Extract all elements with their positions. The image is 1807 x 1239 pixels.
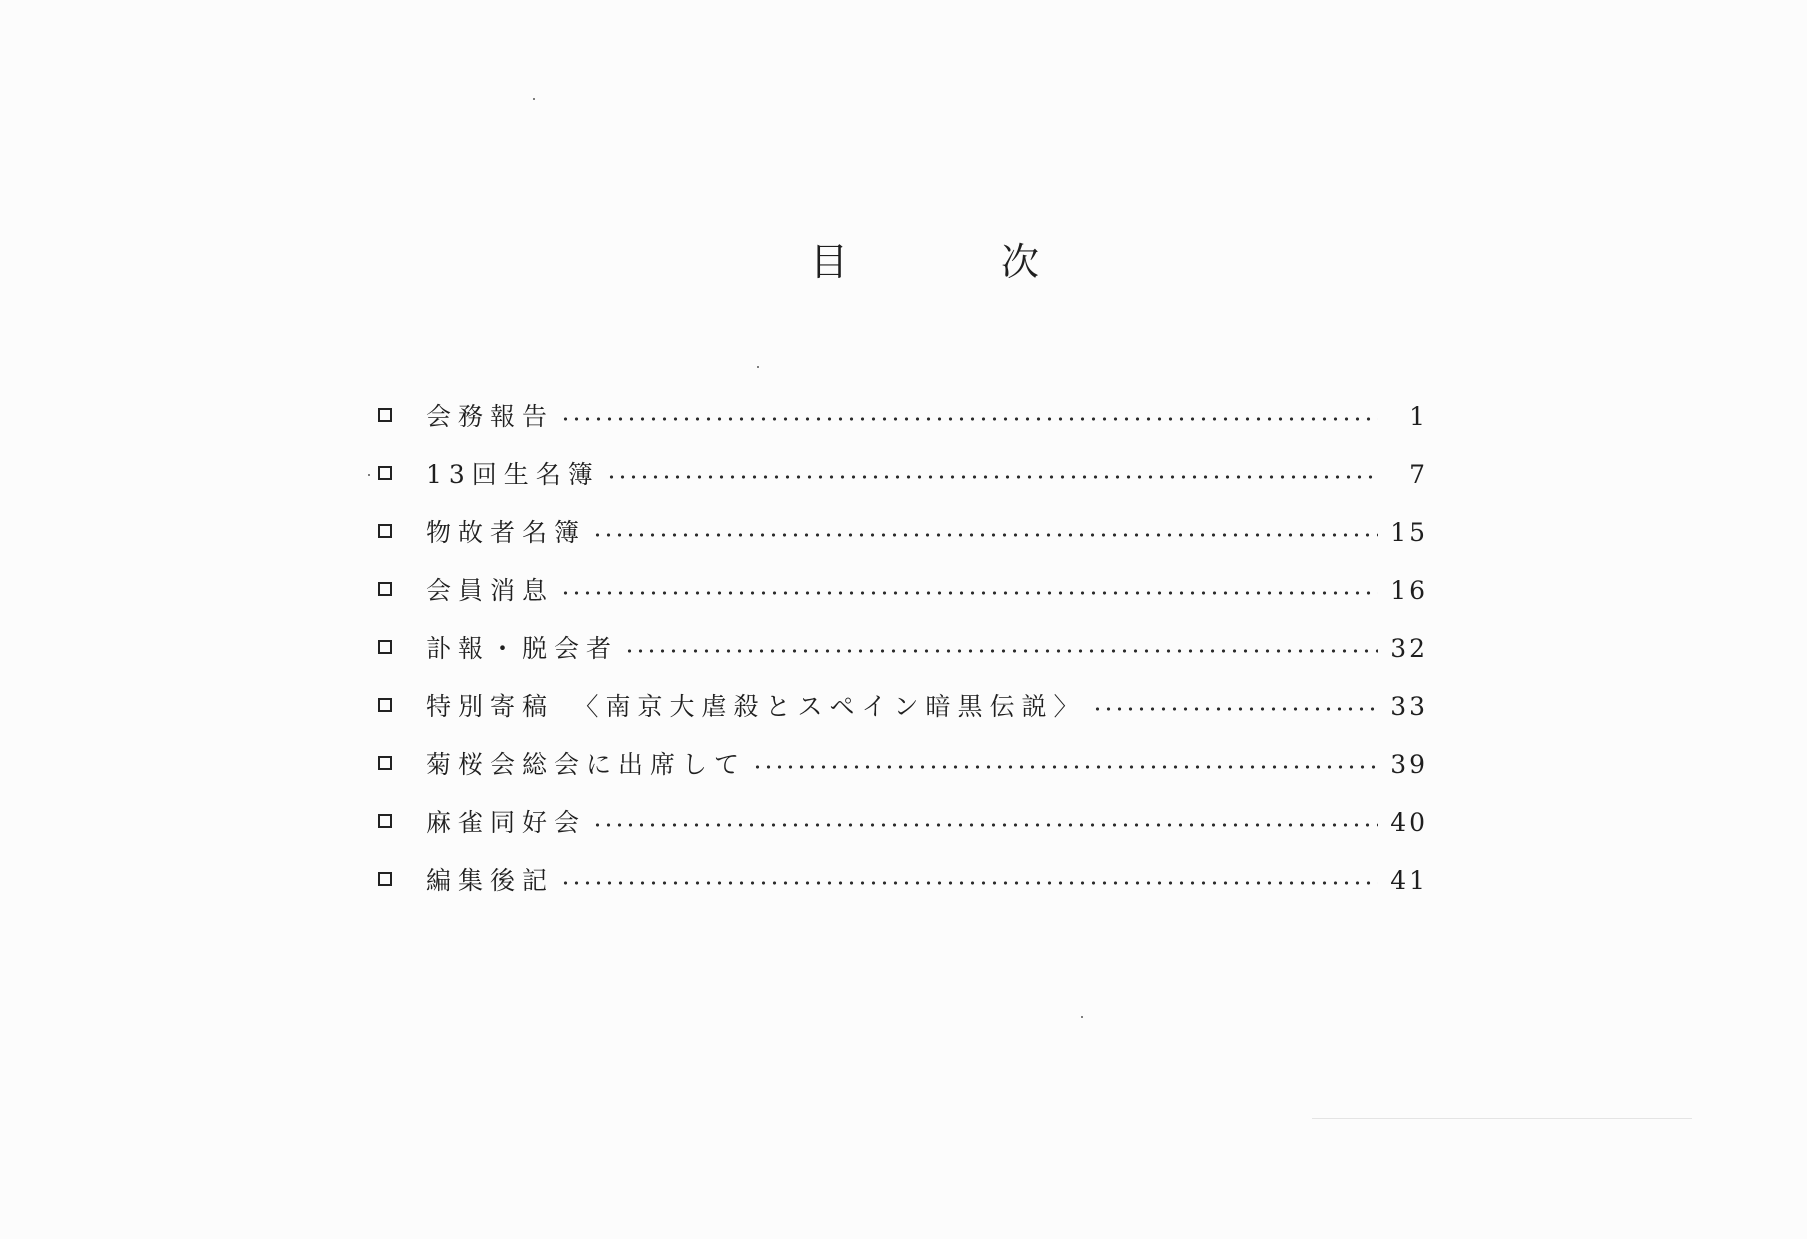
- checkbox-icon: [378, 466, 392, 480]
- toc-entry-page: 15: [1390, 518, 1428, 547]
- checkbox-icon: [378, 814, 392, 828]
- checkbox-icon: [378, 582, 392, 596]
- page-title: [0, 232, 1807, 292]
- toc-entry-page: 32: [1390, 634, 1428, 663]
- title-char-1: 目: [810, 240, 849, 284]
- dot-leader: [560, 881, 1378, 885]
- toc-entry-label: 物故者名簿: [426, 518, 587, 547]
- toc-entry-label: 会員消息: [426, 576, 555, 605]
- scan-speck: [368, 474, 370, 476]
- scan-speck: [533, 98, 535, 100]
- toc-entry: [378, 562, 1428, 620]
- toc-entry: [378, 620, 1428, 678]
- scan-speck: [1081, 1016, 1083, 1018]
- title-char-2: 次: [1001, 240, 1040, 284]
- dot-leader: [606, 475, 1378, 479]
- toc-entry-label: 訃報・脱会者: [426, 634, 619, 663]
- toc-entry: [378, 388, 1428, 446]
- dot-leader: [752, 765, 1378, 769]
- toc-entry-page: 7: [1409, 460, 1428, 489]
- toc-entry: [378, 504, 1428, 562]
- toc-entry: [378, 446, 1428, 504]
- checkbox-icon: [378, 524, 392, 538]
- scan-artifact-line: [1312, 1118, 1692, 1119]
- checkbox-icon: [378, 408, 392, 422]
- toc-entry-page: 40: [1390, 808, 1428, 837]
- toc-entry-label: 会務報告: [426, 402, 555, 431]
- scan-speck: [757, 366, 759, 368]
- dot-leader: [592, 533, 1378, 537]
- toc-entry-page: 33: [1390, 692, 1428, 721]
- checkbox-icon: [378, 640, 392, 654]
- toc-entry-label: 13回生名簿: [426, 460, 600, 489]
- toc-entry: [378, 678, 1428, 736]
- toc-entry-label: 菊桜会総会に出席して: [426, 750, 747, 779]
- dot-leader: [624, 649, 1378, 653]
- toc-entry: [378, 794, 1428, 852]
- toc-entry-label: 特別寄稿 〈南京大虐殺とスペイン暗黒伝説〉: [426, 692, 1086, 721]
- dot-leader: [560, 591, 1378, 595]
- checkbox-icon: [378, 756, 392, 770]
- checkbox-icon: [378, 698, 392, 712]
- toc-entry: [378, 852, 1428, 910]
- dot-leader: [1092, 707, 1378, 711]
- toc-entry-page: 1: [1409, 402, 1428, 431]
- toc-entry-page: 16: [1390, 576, 1428, 605]
- toc-entry-page: 39: [1390, 750, 1428, 779]
- toc-entry-label: 麻雀同好会: [426, 808, 587, 837]
- toc-entry-page: 41: [1390, 866, 1428, 895]
- table-of-contents: [378, 388, 1428, 910]
- toc-entry: [378, 736, 1428, 794]
- dot-leader: [560, 417, 1378, 421]
- checkbox-icon: [378, 872, 392, 886]
- dot-leader: [592, 823, 1378, 827]
- toc-entry-label: 編集後記: [426, 866, 555, 895]
